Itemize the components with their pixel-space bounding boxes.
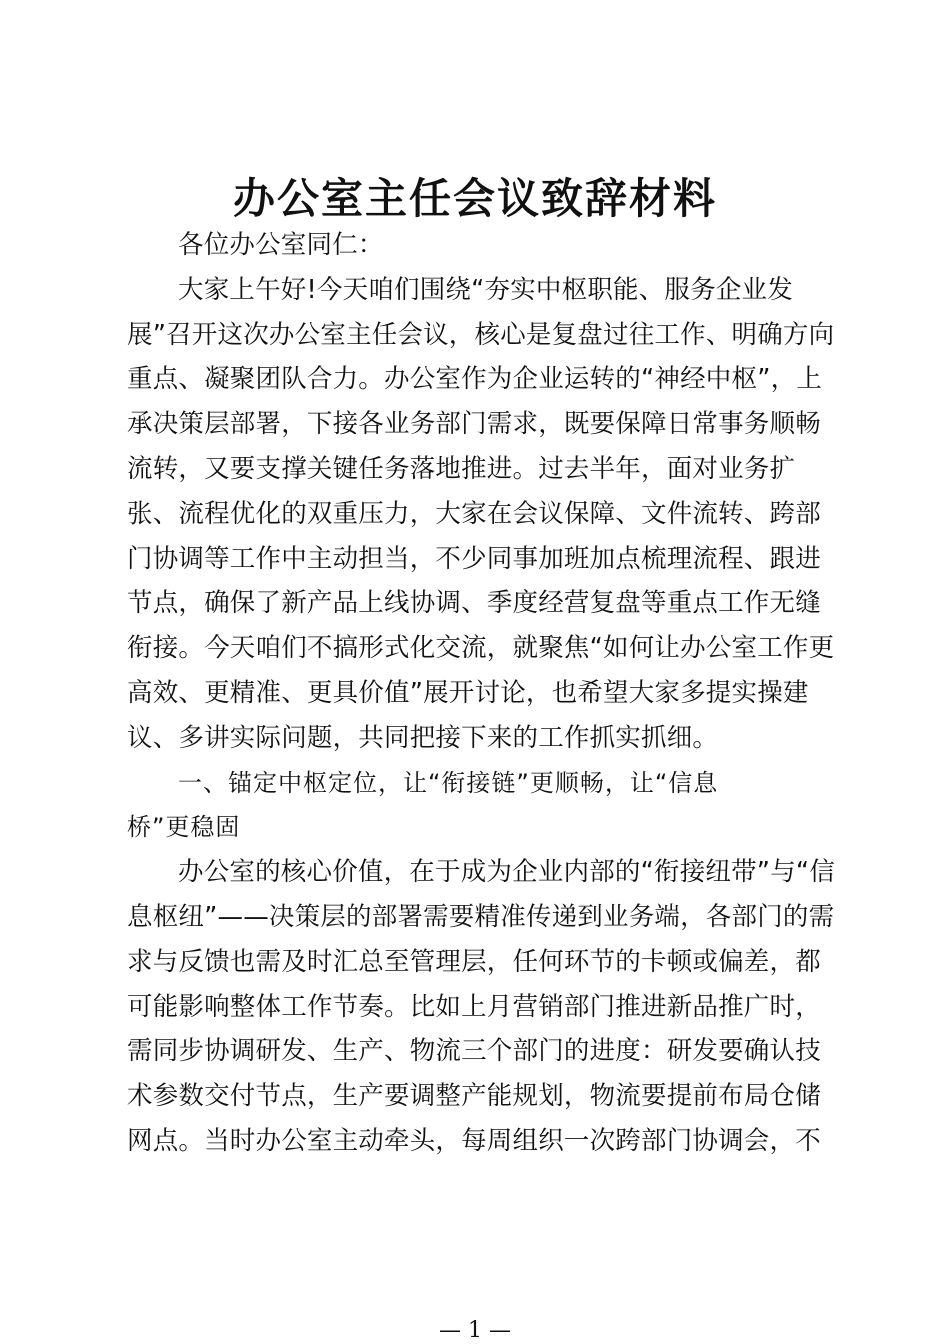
paragraph-line: 需同步协调研发、生产、物流三个部门的进度：研发要确认技 — [127, 1036, 821, 1067]
paragraph-line: 术参数交付节点，生产要调整产能规划，物流要提前布局仓储 — [127, 1081, 821, 1112]
paragraph-line: 求与反馈也需及时汇总至管理层，任何环节的卡顿或偏差，都 — [127, 946, 821, 977]
paragraph-line: 各位办公室同仁： — [178, 230, 384, 260]
paragraph-line: 门协调等工作中主动担当，不少同事加班加点梳理流程、跟进 — [127, 543, 821, 574]
paragraph-line: 张、流程优化的双重压力，大家在会议保障、文件流转、跨部 — [127, 498, 821, 529]
paragraph-line: 承决策层部署，下接各业务部门需求，既要保障日常事务顺畅 — [127, 409, 821, 440]
paragraph-line: 可能影响整体工作节奏。比如上月营销部门推进新品推广时， — [127, 991, 821, 1022]
page-number: — 1 — — [439, 1318, 511, 1343]
paragraph-line: 议、多讲实际问题，共同把接下来的工作抓实抓细。 — [127, 722, 719, 753]
section-heading-line: 桥”更稳固 — [127, 813, 241, 842]
paragraph-line: 流转，又要支撑关键任务落地推进。过去半年，面对业务扩 — [127, 454, 796, 484]
section-heading-line: 一、锚定中枢定位，让“衔接链”更顺畅，让“信息 — [178, 768, 719, 797]
paragraph-line: 高效、更精准、更具价值”展开讨论，也希望大家多提实操建 — [127, 678, 809, 708]
paragraph-line: 衔接。今天咱们不搞形式化交流，就聚焦“如何让办公室工作更 — [127, 633, 835, 664]
paragraph-line: 展”召开这次办公室主任会议，核心是复盘过往工作、明确方向 — [127, 319, 835, 350]
paragraph-line: 办公室的核心价值，在于成为企业内部的“衔接纽带”与“信 — [178, 857, 836, 888]
paragraph-line: 息枢纽”——决策层的部署需要精准传递到业务端，各部门的需 — [127, 902, 835, 932]
paragraph-line: 大家上午好!今天咱们围绕“夯实中枢职能、服务企业发 — [178, 274, 793, 305]
document-title: 办公室主任会议致辞材料 — [232, 174, 717, 223]
paragraph-line: 重点、凝聚团队合力。办公室作为企业运转的“神经中枢”，上 — [127, 364, 823, 395]
paragraph-line: 网点。当时办公室主动牵头，每周组织一次跨部门协调会，不 — [127, 1126, 821, 1156]
paragraph-line: 节点，确保了新产品上线协调、季度经营复盘等重点工作无缝 — [127, 588, 821, 619]
